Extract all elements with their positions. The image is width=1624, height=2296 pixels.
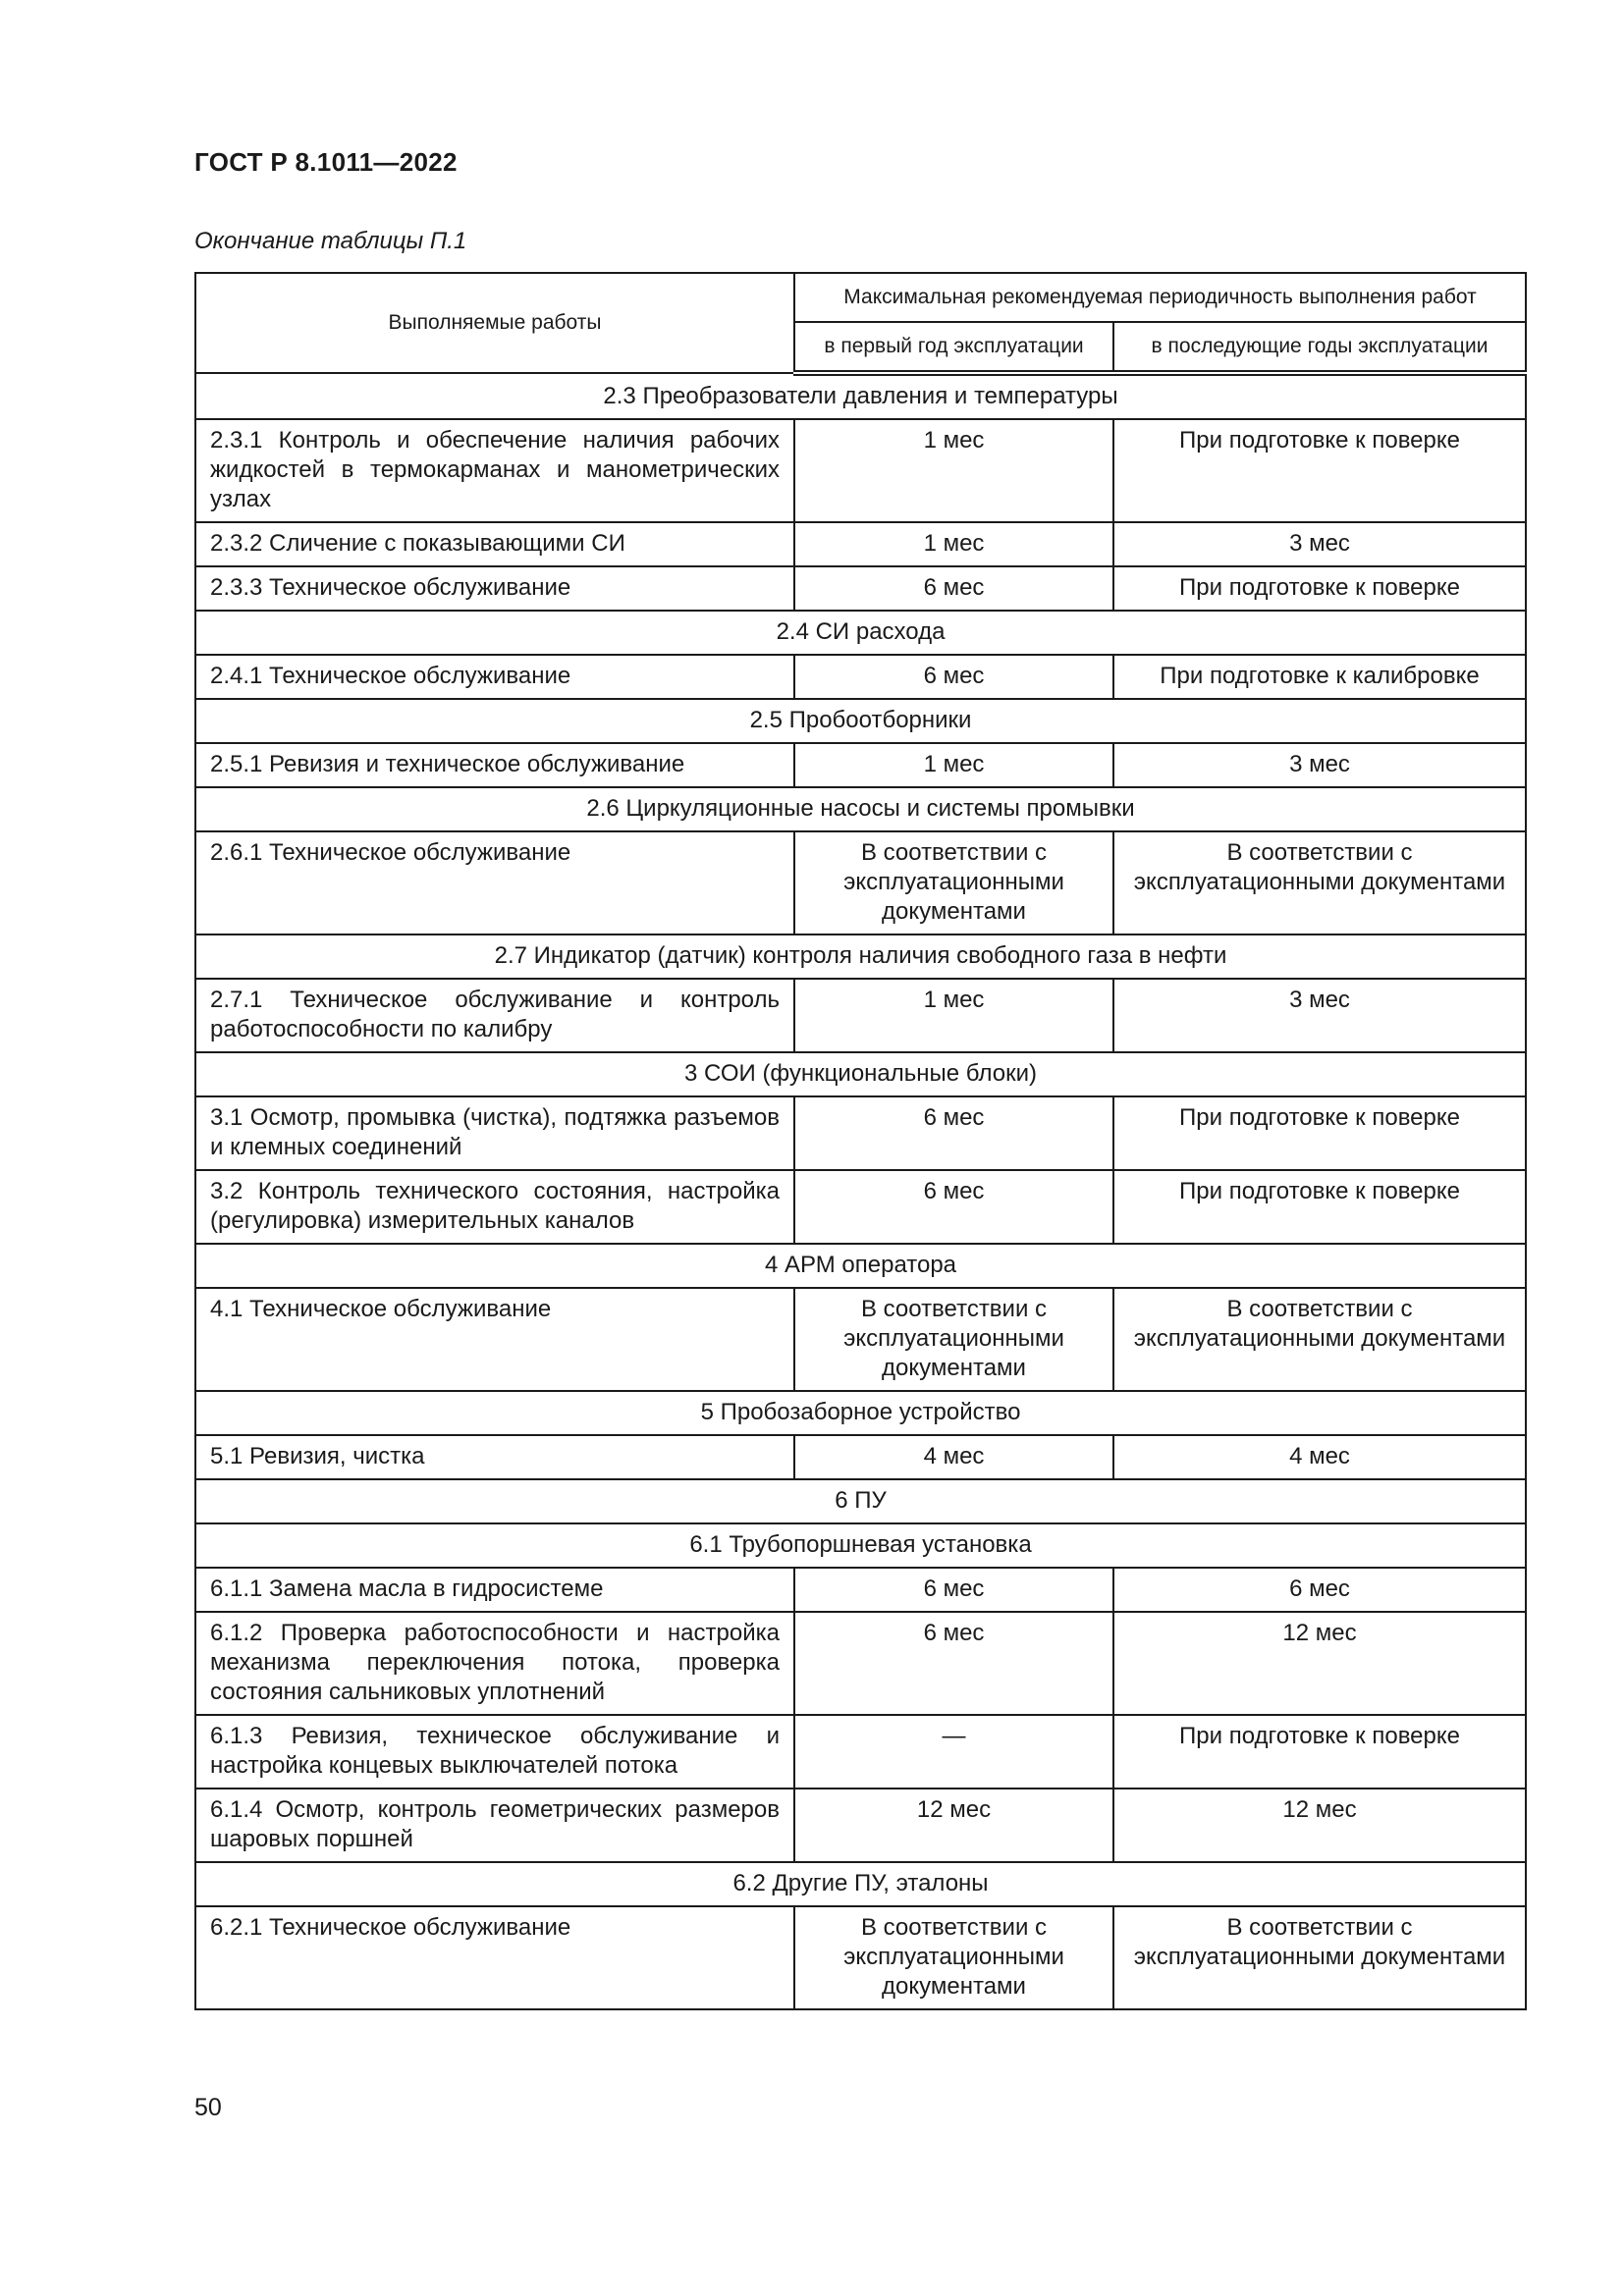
table-caption: Окончание таблицы П.1 [194,228,467,254]
section-title: 3 СОИ (функциональные блоки) [195,1052,1526,1096]
maintenance-table [194,272,1527,2010]
next-years-cell: В соответствии с эксплуатационными документами [1113,1906,1526,2009]
work-cell: 2.3.3 Техническое обслуживание [195,566,794,611]
next-years-cell: При подготовке к поверке [1113,1715,1526,1789]
section-row [195,699,1526,743]
first-year-cell: 1 мес [794,419,1113,522]
first-year-cell: 1 мес [794,743,1113,787]
section-row [195,1862,1526,1906]
work-cell: 4.1 Техническое обслуживание [195,1288,794,1391]
header-next-years: в последующие годы эксплуатации [1113,322,1526,373]
next-years-cell: При подготовке к калибровке [1113,655,1526,699]
page-number: 50 [194,2094,222,2121]
header-first-year: в первый год эксплуатации [794,322,1113,373]
table-row [195,1288,1526,1391]
table-row [195,419,1526,522]
work-cell: 6.1.1 Замена масла в гидросистеме [195,1568,794,1612]
first-year-cell: 12 мес [794,1789,1113,1862]
document-code: ГОСТ Р 8.1011—2022 [194,147,458,177]
section-title: 2.6 Циркуляционные насосы и системы промывки [195,787,1526,831]
first-year-cell: 6 мес [794,566,1113,611]
table-body [195,373,1526,2009]
section-title: 6 ПУ [195,1479,1526,1523]
next-years-cell: При подготовке к поверке [1113,566,1526,611]
table-row [195,1096,1526,1170]
section-title: 2.4 СИ расхода [195,611,1526,655]
first-year-cell: В соответствии с эксплуатационными документами [794,1288,1113,1391]
section-title: 6.1 Трубопоршневая установка [195,1523,1526,1568]
section-row [195,1479,1526,1523]
next-years-cell: При подготовке к поверке [1113,419,1526,522]
work-cell: 6.2.1 Техническое обслуживание [195,1906,794,2009]
work-cell: 6.1.4 Осмотр, контроль геометрических размеров шаровых поршней [195,1789,794,1862]
next-years-cell: 4 мес [1113,1435,1526,1479]
table-row [195,522,1526,566]
first-year-cell: — [794,1715,1113,1789]
work-cell: 3.1 Осмотр, промывка (чистка), подтяжка разъемов и клемных соединений [195,1096,794,1170]
work-cell: 6.1.3 Ревизия, техническое обслуживание и настройка концевых выключателей потока [195,1715,794,1789]
work-cell: 6.1.2 Проверка работоспособности и настройка механизма переключения потока, проверка состояния сальниковых уплотнений [195,1612,794,1715]
table-row [195,1435,1526,1479]
table-row [195,1789,1526,1862]
first-year-cell: 6 мес [794,1612,1113,1715]
table-header-row [195,273,1526,322]
next-years-cell: 12 мес [1113,1612,1526,1715]
work-cell: 2.6.1 Техническое обслуживание [195,831,794,934]
table-row [195,1568,1526,1612]
work-cell: 3.2 Контроль технического состояния, настройка (регулировка) измерительных каналов [195,1170,794,1244]
work-cell: 5.1 Ревизия, чистка [195,1435,794,1479]
section-title: 2.7 Индикатор (датчик) контроля наличия свободного газа в нефти [195,934,1526,979]
section-row [195,373,1526,419]
first-year-cell: 6 мес [794,1170,1113,1244]
table-row [195,566,1526,611]
section-title: 2.5 Пробоотборники [195,699,1526,743]
work-cell: 2.7.1 Техническое обслуживание и контроль работоспособности по калибру [195,979,794,1052]
section-row [195,934,1526,979]
table-row [195,743,1526,787]
next-years-cell: 3 мес [1113,522,1526,566]
first-year-cell: 6 мес [794,655,1113,699]
next-years-cell: При подготовке к поверке [1113,1170,1526,1244]
section-row [195,787,1526,831]
table-row [195,1715,1526,1789]
section-title: 2.3 Преобразователи давления и температуры [195,373,1526,419]
first-year-cell: 6 мес [794,1096,1113,1170]
section-row [195,1523,1526,1568]
first-year-cell: В соответствии с эксплуатационными документами [794,831,1113,934]
section-row [195,1244,1526,1288]
next-years-cell: 6 мес [1113,1568,1526,1612]
section-row [195,1391,1526,1435]
section-row [195,611,1526,655]
header-periodicity: Максимальная рекомендуемая периодичность выполнения работ [794,273,1526,322]
first-year-cell: 4 мес [794,1435,1113,1479]
table-row [195,831,1526,934]
next-years-cell: 12 мес [1113,1789,1526,1862]
table-row [195,1906,1526,2009]
table-row [195,1170,1526,1244]
table-row [195,655,1526,699]
first-year-cell: 1 мес [794,979,1113,1052]
next-years-cell: При подготовке к поверке [1113,1096,1526,1170]
first-year-cell: 6 мес [794,1568,1113,1612]
header-works: Выполняемые работы [195,273,794,373]
maintenance-table-container [194,272,1525,2010]
section-title: 4 АРМ оператора [195,1244,1526,1288]
work-cell: 2.4.1 Техническое обслуживание [195,655,794,699]
section-title: 5 Пробозаборное устройство [195,1391,1526,1435]
next-years-cell: 3 мес [1113,743,1526,787]
next-years-cell: В соответствии с эксплуатационными документами [1113,1288,1526,1391]
first-year-cell: 1 мес [794,522,1113,566]
work-cell: 2.3.2 Сличение с показывающими СИ [195,522,794,566]
work-cell: 2.3.1 Контроль и обеспечение наличия рабочих жидкостей в термокарманах и манометрических узлах [195,419,794,522]
work-cell: 2.5.1 Ревизия и техническое обслуживание [195,743,794,787]
section-title: 6.2 Другие ПУ, эталоны [195,1862,1526,1906]
section-row [195,1052,1526,1096]
table-row [195,1612,1526,1715]
table-row [195,979,1526,1052]
first-year-cell: В соответствии с эксплуатационными документами [794,1906,1113,2009]
next-years-cell: В соответствии с эксплуатационными документами [1113,831,1526,934]
next-years-cell: 3 мес [1113,979,1526,1052]
